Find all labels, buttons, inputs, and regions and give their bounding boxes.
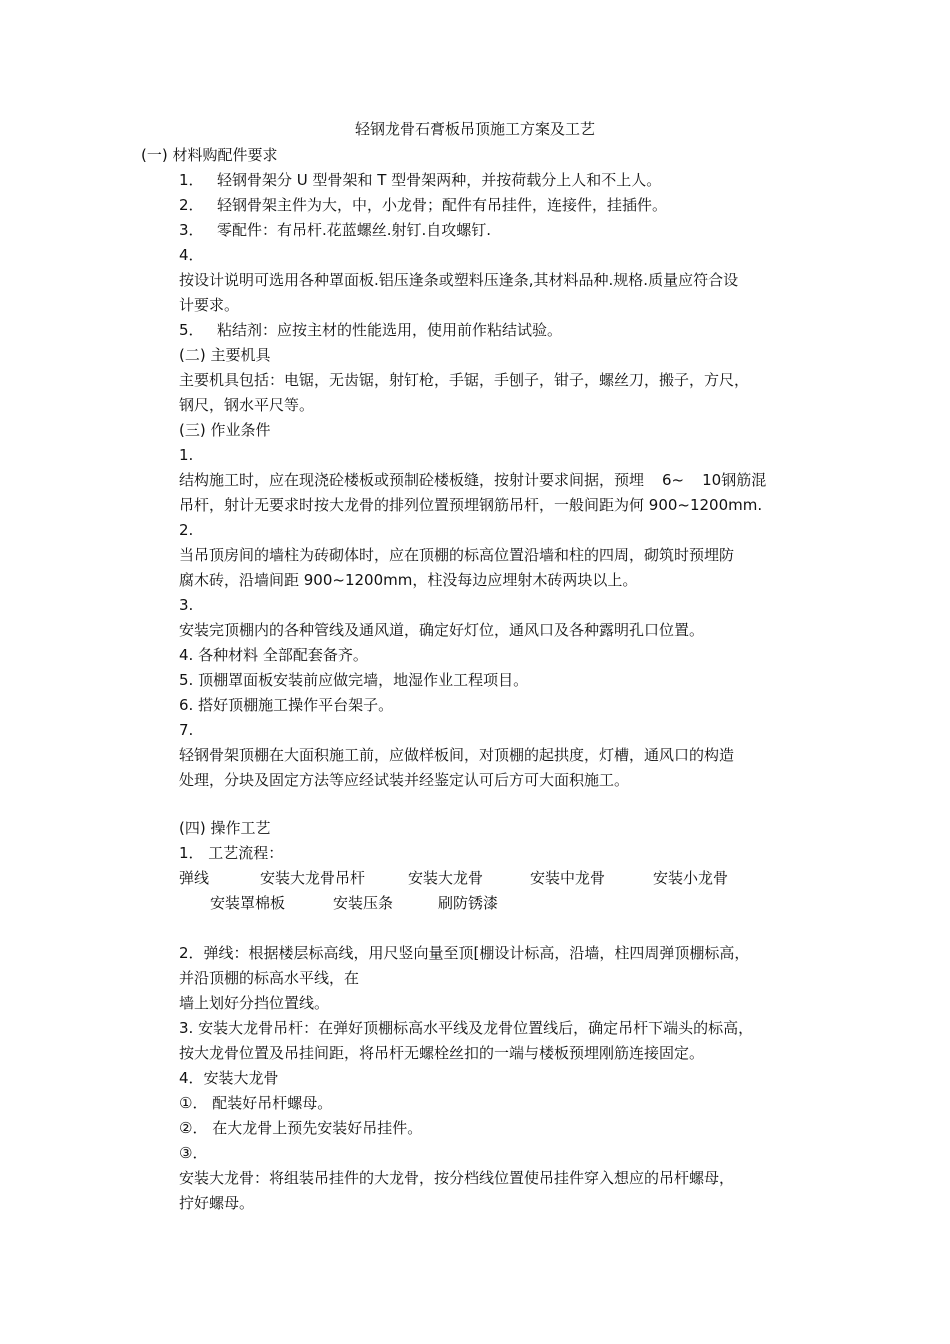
s1-item-2-num: 2． — [179, 196, 204, 214]
flow-step-3: 安装大龙骨 — [408, 869, 484, 887]
section-4-heading: (四) 操作工艺 — [179, 819, 271, 837]
s3-item-1-line1c: 10 — [702, 471, 722, 489]
flow-step-6: 安装罩棉板 — [210, 894, 286, 912]
s3-item-1-line1d: 钢筋混 — [721, 471, 767, 489]
s4-p3-line1: 3. 安装大龙骨吊杆：在弹好顶棚标高水平线及龙骨位置线后，确定吊杆下端头的标高， — [179, 1019, 754, 1037]
s1-item-2 — [179, 195, 667, 215]
s1-item-1-num: 1． — [179, 171, 204, 189]
s4-p2-line1: 2．弹线：根据楼层标高线，用尺竖向量至顶[棚设计标高，沿墙，柱四周弹顶棚标高， — [179, 944, 750, 962]
flow-step-7: 安装压条 — [333, 894, 394, 912]
section-3-heading: (三) 作业条件 — [179, 421, 271, 439]
s4-p2-line2: 并沿顶棚的标高水平线，在 — [179, 969, 360, 987]
s4-p4-line2: 拧好螺母。 — [179, 1194, 255, 1212]
section-2-heading: (二) 主要机具 — [179, 346, 271, 364]
s1-item-3-num: 3． — [179, 221, 204, 239]
s3-item-7-num: 7. — [179, 721, 194, 739]
flow-step-8: 刷防锈漆 — [438, 894, 499, 912]
s3-item-1-line1 — [179, 470, 766, 490]
s3-item-1-line1a: 结构施工时，应在现浇砼楼板或预制砼楼板缝，按射计要求间据，预埋 — [179, 471, 645, 489]
s3-item-5: 5. 顶棚罩面板安装前应做完墙，地湿作业工程项目。 — [179, 671, 529, 689]
s3-item-2-line2: 腐木砖，沿墙间距 900~1200mm，柱没每边应埋射木砖两块以上。 — [179, 571, 638, 589]
flow-step-4: 安装中龙骨 — [530, 869, 606, 887]
s1-item-3-text: 零配件：有吊杆.花蓝螺丝.射钉.自攻螺钉. — [217, 221, 492, 239]
s4-sub-2: ②． 在大龙骨上预先安装好吊挂件。 — [179, 1119, 423, 1137]
flow-step-1: 弹线 — [179, 869, 210, 887]
flow-step-5: 安装小龙骨 — [653, 869, 729, 887]
document-title: 轻钢龙骨石膏板吊顶施工方案及工艺 — [354, 120, 595, 138]
s1-item-4-num: 4． — [179, 246, 204, 264]
s1-item-5 — [179, 320, 562, 340]
s1-item-3 — [179, 220, 491, 240]
s3-item-4: 4. 各种材料 全部配套备齐。 — [179, 646, 368, 664]
section-1-heading: (一) 材料购配件要求 — [141, 146, 278, 164]
s1-item-5-text: 粘结剂：应按主材的性能选用，使用前作粘结试验。 — [217, 321, 563, 339]
s3-item-1-line1b: 6~ — [662, 471, 685, 489]
s2-line2: 钢尺，钢水平尺等。 — [179, 396, 315, 414]
s3-item-3-line1: 安装完顶棚内的各种管线及通风道，确定好灯位，通风口及各种露明孔口位置。 — [179, 621, 705, 639]
s2-line1: 主要机具包括：电锯，无齿锯，射钉枪，手锯，手刨子，钳子，螺丝刀，搬子，方尺， — [179, 371, 750, 389]
s1-item-1-text: 轻钢骨架分 U 型骨架和 T 型骨架两种，并按荷载分上人和不上人。 — [217, 171, 662, 189]
s3-item-7-line2: 处理，分块及固定方法等应经试装并经鉴定认可后方可大面积施工。 — [179, 771, 630, 789]
s1-item-4-line1: 按设计说明可选用各种罩面板.铝压逢条或塑料压逢条,其材料品种.规格.质量应符合设 — [179, 271, 739, 289]
s4-p4-line1: 安装大龙骨：将组装吊挂件的大龙骨，按分档线位置使吊挂件穿入想应的吊杆螺母， — [179, 1169, 735, 1187]
s3-item-6: 6. 搭好顶棚施工操作平台架子。 — [179, 696, 394, 714]
s1-item-4-line2: 计要求。 — [179, 296, 240, 314]
s4-sub-1: ①． 配装好吊杆螺母。 — [179, 1094, 333, 1112]
s4-flow-label: 1． 工艺流程： — [179, 844, 284, 862]
s3-item-2-num: 2. — [179, 521, 194, 539]
s4-p2-line3: 墙上划好分挡位置线。 — [179, 994, 330, 1012]
s4-p4-heading: 4．安装大龙骨 — [179, 1069, 279, 1087]
s3-item-2-line1: 当吊顶房间的墙柱为砖砌体时，应在顶棚的标高位置沿墙和柱的四周，砌筑时预埋防 — [179, 546, 735, 564]
s1-item-5-num: 5． — [179, 321, 204, 339]
s3-item-1-line2: 吊杆，射计无要求时按大龙骨的排列位置预埋钢筋吊杆，一般间距为何 900~1200mm. — [179, 496, 763, 514]
s1-item-2-text: 轻钢骨架主件为大，中，小龙骨；配件有吊挂件，连接件，挂插件。 — [217, 196, 668, 214]
flow-step-2: 安装大龙骨吊杆 — [260, 869, 366, 887]
s4-sub-3: ③． — [179, 1144, 208, 1162]
s3-item-3-num: 3. — [179, 596, 194, 614]
s3-item-7-line1: 轻钢骨架顶棚在大面积施工前，应做样板间，对顶棚的起拱度，灯槽，通风口的构造 — [179, 746, 735, 764]
s4-p3-line2: 按大龙骨位置及吊挂间距，将吊杆无螺栓丝扣的一端与楼板预埋刚筋连接固定。 — [179, 1044, 705, 1062]
s3-item-1-num: 1. — [179, 446, 194, 464]
s1-item-1 — [179, 170, 661, 190]
